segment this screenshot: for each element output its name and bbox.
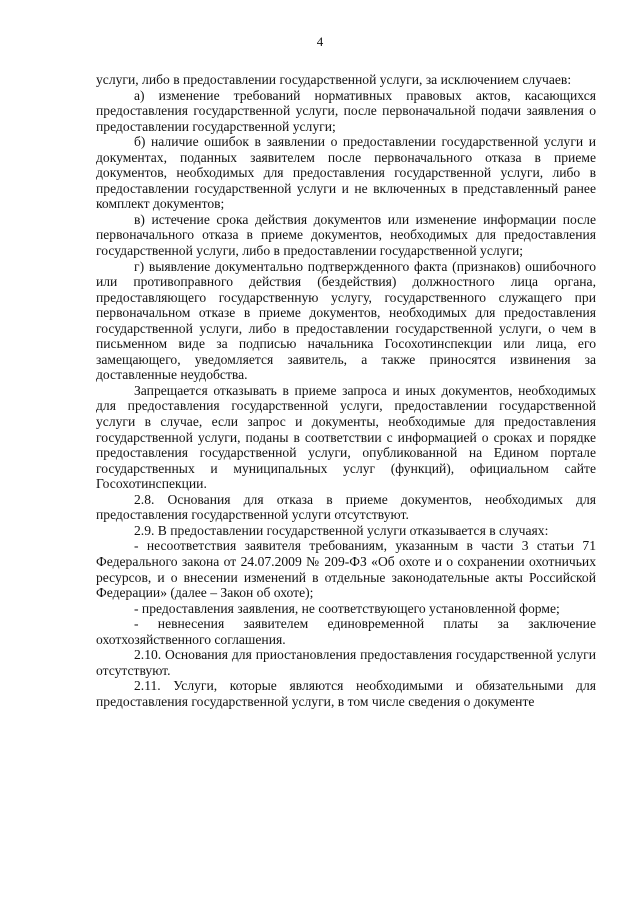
paragraph-item-b: б) наличие ошибок в заявлении о предоставлении государственной услуги и документах, поданных заявителем после первоначального отказа в приеме документов, необходимых для предоставления государственной услуги, либо в предоставлении государственной услуги и не включенных в представленный ранее комплект документов; <box>96 134 596 212</box>
document-body <box>96 72 596 709</box>
paragraph-2-11: 2.11. Услуги, которые являются необходимыми и обязательными для предоставления государственной услуги, в том числе сведения о документе <box>96 678 596 709</box>
list-item-nonconformity: - несоответствия заявителя требованиям, указанным в части 3 статьи 71 Федерального закона от 24.07.2009 № 209-ФЗ «Об охоте и о сохранении охотничьих ресурсов, и о внесении изменений в отдельные законодательные акты Российской Федерации» (далее – Закон об охоте); <box>96 538 596 601</box>
paragraph-2-10: 2.10. Основания для приостановления предоставления государственной услуги отсутствуют. <box>96 647 596 678</box>
paragraph-item-g: г) выявление документально подтвержденного факта (признаков) ошибочного или противоправного действия (бездействия) должностного лица органа, предоставляющего государственную услугу, государственного служащего при первоначальном отказе в приеме документов, необходимых для предоставления государственной услуги, либо в предоставлении государственной услуги, о чем в письменном виде за подписью начальника Госохотинспекции или лица, его замещающего, уведомляется заявитель, а также приносятся извинения за доставленные неудобства. <box>96 258 596 383</box>
page-number: 4 <box>316 34 324 49</box>
paragraph-2-8: 2.8. Основания для отказа в приеме документов, необходимых для предоставления государственной услуги отсутствуют. <box>96 491 596 523</box>
paragraph-item-a: а) изменение требований нормативных правовых актов, касающихся предоставления государственной услуги, после первоначальной подачи заявления о предоставлении государственной услуги; <box>96 87 596 134</box>
list-item-form: - предоставления заявления, не соответствующего установленной форме; <box>134 600 560 616</box>
paragraph-item-v: в) истечение срока действия документов или изменение информации после первоначального отказа в приеме документов, необходимых для предоставления государственной услуги, либо в предоставлении государственной услуги; <box>96 211 596 259</box>
paragraph-2-9: 2.9. В предоставлении государственной услуги отказывается в случаях: <box>134 522 549 538</box>
paragraph-intro: услуги, либо в предоставлении государственной услуги, за исключением случаев: <box>96 72 572 87</box>
list-item-payment: - невнесения заявителем единовременной платы за заключение охотхозяйственного соглашения. <box>96 616 596 647</box>
paragraph-prohibition: Запрещается отказывать в приеме запроса и иных документов, необходимых для предоставления государственной услуги, предоставлении государственной услуги в случае, если запрос и документы, необходимые для предоставления государственной услуги, поданы в соответствии с информацией о сроках и порядке предоставления государственной услуги, опубликованной на Едином портале государственных и муниципальных услуг (функций), официальном сайте Госохотинспекции. <box>96 382 596 492</box>
